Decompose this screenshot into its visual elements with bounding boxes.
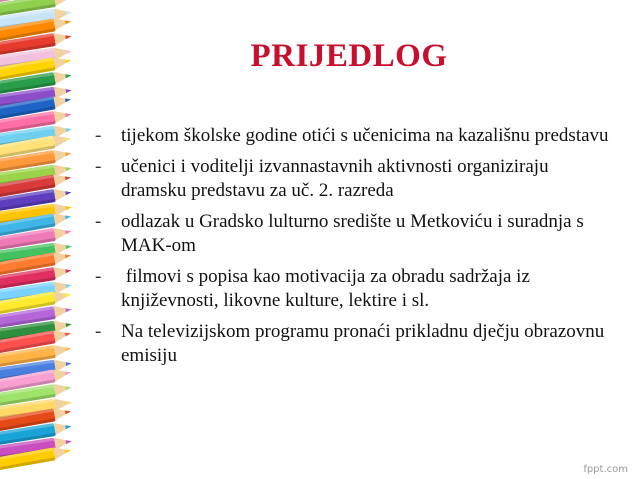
bullet-dash: -: [95, 156, 102, 177]
watermark-text: fppt.com: [583, 464, 628, 475]
list-item-text: tijekom školske godine otići s učenicima na kazališnu predstavu: [121, 125, 609, 146]
list-item: [95, 210, 615, 258]
bullet-dash: -: [95, 211, 102, 232]
list-item-text: učenici i voditelji izvannastavnih aktivnosti organiziraju dramsku predstavu za uč. 2. razreda: [121, 156, 549, 201]
list-item: [95, 124, 615, 148]
list-item: [95, 265, 615, 313]
list-item-text: Na televizijskom programu pronaći prikladnu dječju obrazovnu emisiju: [121, 321, 605, 366]
list-item-text: odlazak u Gradsko lulturno središte u Metkoviću i suradnja s MAK-om: [121, 211, 584, 256]
bullet-dash: -: [95, 266, 102, 287]
slide-title: PRIJEDLOG: [250, 38, 448, 74]
list-item: [95, 155, 615, 203]
list-item: [95, 320, 615, 368]
bullet-list: [95, 124, 615, 375]
bullet-dash: -: [95, 125, 102, 146]
list-item-text: filmovi s popisa kao motivacija za obradu sadržaja iz književnosti, likovne kulture, lektire i sl.: [121, 266, 535, 311]
bullet-dash: -: [95, 321, 102, 342]
